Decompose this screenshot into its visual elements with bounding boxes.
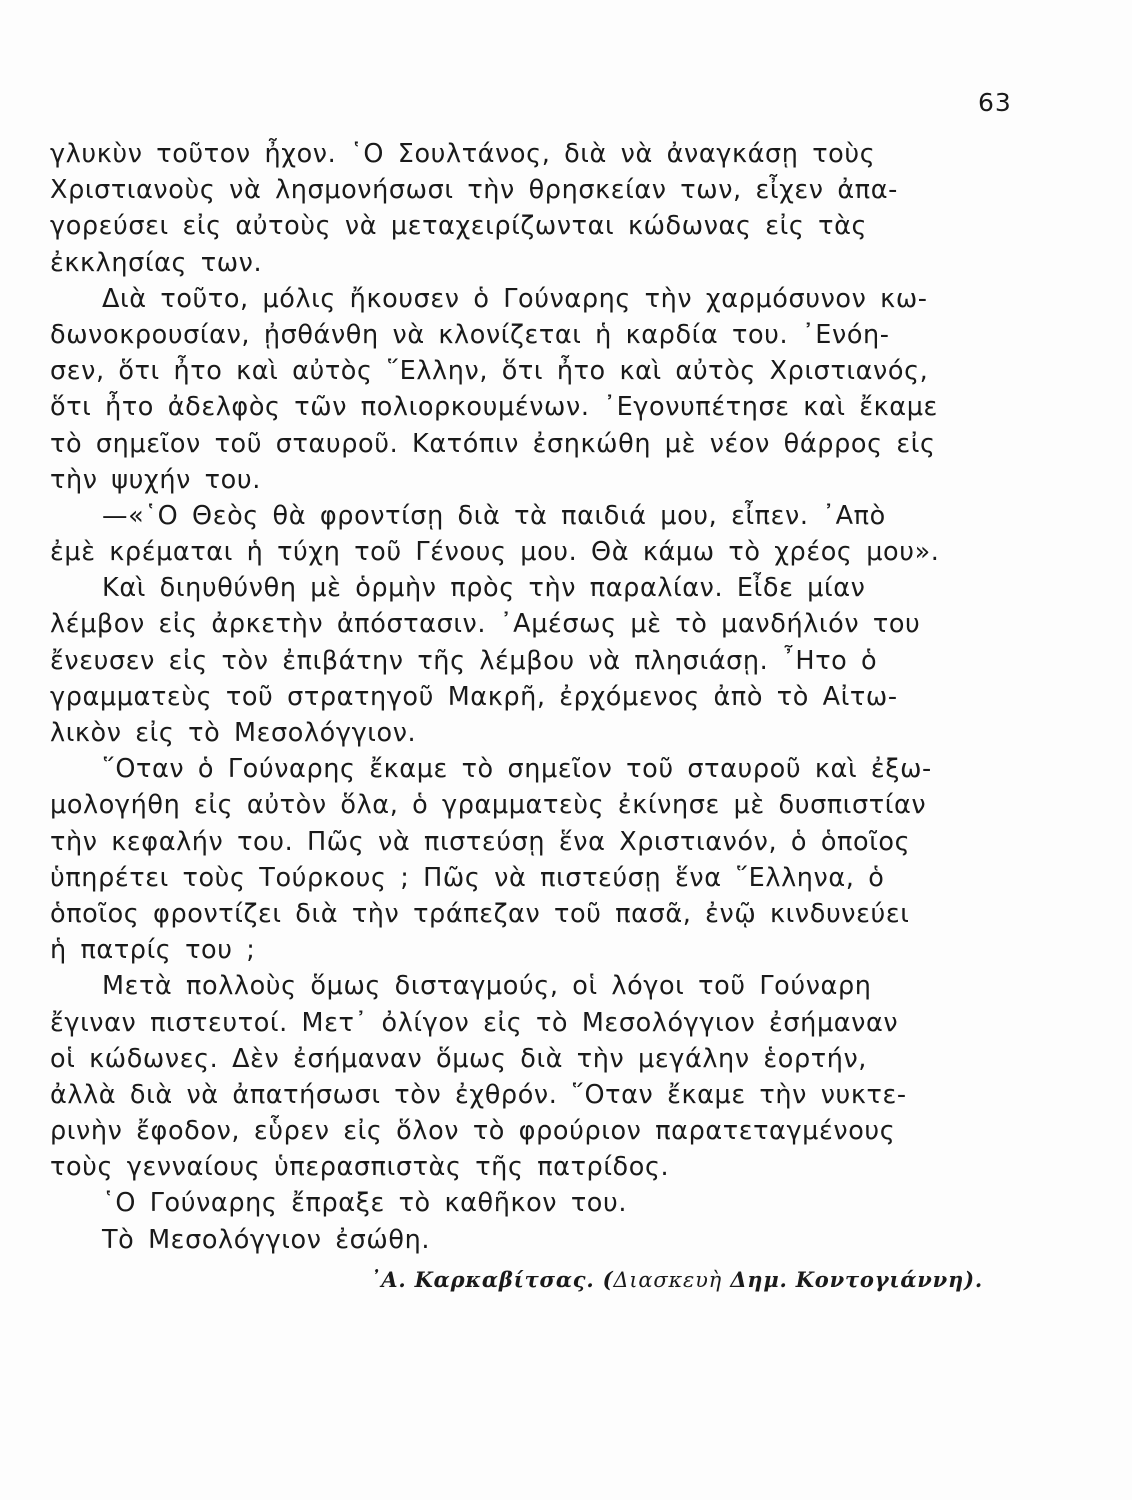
text-line: ὑπηρέτει τοὺς Τούρκους ; Πῶς νὰ πιστεύσῃ ἕνα ῞Ελληνα, ὁ: [50, 862, 885, 893]
text-line: τὴν ψυχήν του.: [50, 464, 261, 495]
text-line: τὴν κεφαλήν του. Πῶς νὰ πιστεύσῃ ἕνα Χριστιανόν, ὁ ὁποῖος: [50, 826, 911, 857]
text-line: ἡ πατρίς του ;: [50, 935, 256, 966]
text-line: Μετὰ πολλοὺς ὅμως δισταγμούς, οἱ λόγοι τοῦ Γούναρη: [102, 971, 872, 1002]
text-line: τοὺς γενναίους ὑπερασπιστὰς τῆς πατρίδος.: [50, 1152, 670, 1183]
text-line: ἐκκλησίας των.: [50, 247, 263, 278]
text-line: σεν, ὅτι ἦτο καὶ αὐτὸς ῞Ελλην, ὅτι ἦτο καὶ αὐτὸς Χριστιανός,: [50, 356, 929, 387]
text-line: γορεύσει εἰς αὐτοὺς νὰ μεταχειρίζωνται κώδωνας εἰς τὰς: [50, 211, 868, 242]
text-line: Τὸ Μεσολόγγιον ἐσώθη.: [102, 1224, 431, 1255]
attribution-adapter: Δημ. Κοντογιάννη).: [730, 1267, 983, 1292]
text-line: Διὰ τοῦτο, μόλις ἤκουσεν ὁ Γούναρης τὴν χαρμόσυνον κω-: [102, 283, 928, 314]
text-line: ἔγιναν πιστευτοί. Μετ᾿ ὀλίγον εἰς τὸ Μεσολόγγιον ἐσήμαναν: [50, 1007, 899, 1038]
text-line: γλυκὺν τοῦτον ἦχον. ῾Ο Σουλτάνος, διὰ νὰ ἀναγκάσῃ τοὺς: [50, 139, 876, 169]
text-line: ὁποῖος φροντίζει διὰ τὴν τράπεζαν τοῦ πασᾶ, ἐνῷ κινδυνεύει: [50, 898, 910, 929]
text-line: ῞Οταν ὁ Γούναρης ἔκαμε τὸ σημεῖον τοῦ σταυροῦ καὶ ἐξω-: [102, 754, 932, 785]
page-number: 63: [978, 88, 1012, 117]
text-line: τὸ σημεῖον τοῦ σταυροῦ. Κατόπιν ἐσηκώθη μὲ νέον θάρρος εἰς: [50, 428, 936, 459]
text-line: λικὸν εἰς τὸ Μεσολόγγιον.: [50, 718, 417, 748]
text-line: δωνοκρουσίαν, ᾐσθάνθη νὰ κλονίζεται ἡ καρδία του. ᾿Ενόη-: [50, 319, 890, 350]
text-line: ἔνευσεν εἰς τὸν ἐπιβάτην τῆς λέμβου νὰ πλησιάσῃ. ῏Ητο ὁ: [50, 645, 878, 676]
text-line: ἐμὲ κρέμαται ἡ τύχη τοῦ Γένους μου. Θὰ κάμω τὸ χρέος μου».: [50, 537, 940, 568]
attribution-paren: (: [602, 1267, 614, 1292]
text-line: οἱ κώδωνες. Δὲν ἐσήμαναν ὅμως διὰ τὴν μεγάλην ἑορτήν,: [50, 1043, 868, 1074]
text-line: ῾Ο Γούναρης ἔπραξε τὸ καθῆκον του.: [102, 1188, 628, 1219]
text-line: λέμβον εἰς ἀρκετὴν ἀπόστασιν. ᾿Αμέσως μὲ τὸ μανδήλιόν του: [50, 609, 921, 640]
attribution-adaptation-label: Διασκευὴ: [613, 1268, 723, 1292]
attribution: [370, 1267, 990, 1292]
text-line: ὅτι ἦτο ἀδελφὸς τῶν πολιορκουμένων. ᾿Εγονυπέτησε καὶ ἔκαμε: [50, 392, 938, 423]
body-text: [50, 136, 1010, 1258]
text-line: Χριστιανοὺς νὰ λησμονήσωσι τὴν θρησκείαν των, εἶχεν ἀπα-: [50, 175, 898, 206]
text-line: ἀλλὰ διὰ νὰ ἀπατήσωσι τὸν ἐχθρόν. ῞Οταν ἔκαμε τὴν νυκτε-: [50, 1079, 907, 1110]
text-line: —«῾Ο Θεὸς θὰ φροντίσῃ διὰ τὰ παιδιά μου, εἶπεν. ᾿Απὸ: [102, 500, 886, 531]
text-line: μολογήθη εἰς αὐτὸν ὅλα, ὁ γραμματεὺς ἐκίνησε μὲ δυσπιστίαν: [50, 790, 927, 821]
attribution-author: ᾿Α. Καρκαβίτσας.: [370, 1267, 595, 1292]
text-line: Καὶ διηυθύνθη μὲ ὁρμὴν πρὸς τὴν παραλίαν. Εἶδε μίαν: [102, 573, 866, 604]
text-line: ρινὴν ἔφοδον, εὗρεν εἰς ὅλον τὸ φρούριον παρατεταγμένους: [50, 1116, 896, 1147]
text-line: γραμματεὺς τοῦ στρατηγοῦ Μακρῆ, ἐρχόμενος ἀπὸ τὸ Αἰτω-: [50, 681, 898, 712]
